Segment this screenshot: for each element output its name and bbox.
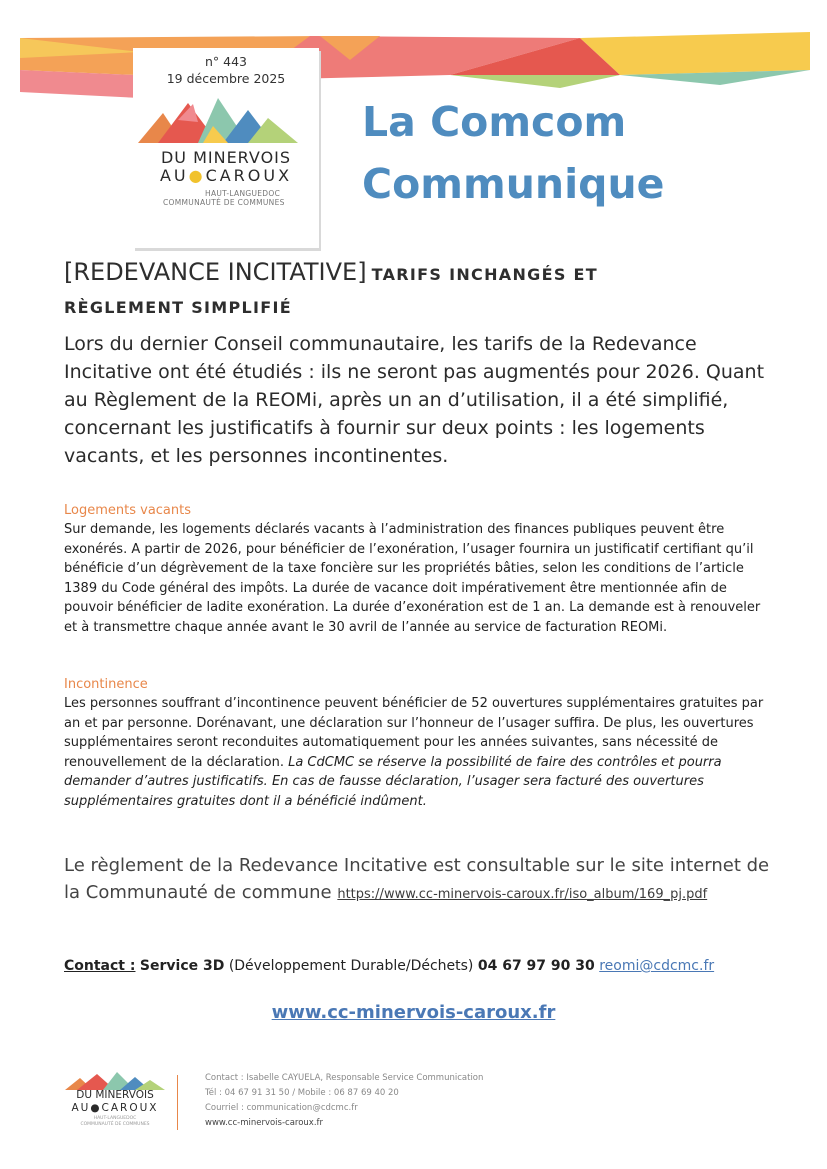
masthead-line1: La Comcom xyxy=(362,98,627,146)
masthead-line2: Communique xyxy=(362,160,665,208)
footer-logo-line1: DU MINERVOIS xyxy=(76,1089,154,1101)
logo-text-line2: AU●CAROUX xyxy=(159,166,293,185)
article-title xyxy=(64,258,784,286)
section-title-logements: Logements vacants xyxy=(64,503,192,518)
contact-service: Service 3D xyxy=(139,958,225,974)
section-body-italic: La CdCMC se réserve la possibilité de faire des contrôles et pourra demander d’autres justificatifs. En cas de fausse déclaration, l’usager sera facturé des ouvertures supplémentaires gratuites dont il a bénéficié indûment. xyxy=(64,754,722,809)
section-title-incontinence: Incontinence xyxy=(64,677,148,692)
issue-number: n° 443 xyxy=(204,54,247,69)
footer-email-line: Courriel : communication@cdcmc.fr xyxy=(205,1103,358,1113)
closing-paragraph: Le règlement de la Redevance Incitative est consultable sur le site internet de la Communauté de commune https://www.cc-minervois-caroux.fr/iso_album/169_pj.pdf xyxy=(64,855,770,903)
contact-email-link[interactable]: reomi@cdcmc.fr xyxy=(599,958,715,974)
mountain-logo-icon xyxy=(138,98,298,143)
footer-logo xyxy=(60,1072,170,1132)
section-body-incontinence: Les personnes souffrant d’incontinence peuvent bénéficier de 52 ouvertures supplémentaires gratuites par an et par personne. Dorénavant, une déclaration sur l’honneur de l’usager suffira. De plus, les ouvertures supplémentaires seront reconduites automatiquement pour les années suivantes, sans nécessité de renouvellement de la déclaration. La CdCMC se réserve la possibilité de faire des contrôles et pourra demander d’autres justificatifs. En cas de fausse déclaration, l’usager sera facturé des ouvertures supplémentaires gratuites dont il a bénéficié indûment. xyxy=(64,696,764,809)
logo-text-line1: DU MINERVOIS xyxy=(160,148,292,167)
contact-line xyxy=(64,958,784,974)
title-rest-line2: RÈGLEMENT SIMPLIFIÉ xyxy=(64,298,293,317)
logo-card xyxy=(133,48,319,248)
section-body-logements: Sur demande, les logements déclarés vacants à l’administration des finances publiques peuvent être exonérés. A partir de 2026, pour bénéficier de l’exonération, l’usager fournira un justificatif certifiant qu’il bénéficie d’un dégrèvement de la taxe foncière sur les propriétés bâties, selon les conditions de l’article 1389 du Code général des impôts. La durée de vacance doit impérativement être mentionnée afin de pouvoir bénéficier de ladite exonération. La durée d’exonération est de 1 an. La demande est à renouveler et à transmettre chaque année avant le 30 avril de l’année au service de facturation REOMi. xyxy=(64,522,761,635)
issue-date: 19 décembre 2025 xyxy=(166,71,286,86)
footer-divider xyxy=(177,1075,178,1130)
title-bracket: [REDEVANCE INCITATIVE] xyxy=(64,258,367,286)
contact-label: Contact : xyxy=(64,958,136,974)
contact-service-detail: (Développement Durable/Déchets) xyxy=(228,958,474,974)
footer-logo-sub1: HAUT-LANGUEDOC xyxy=(93,1116,137,1121)
footer-logo-line2: AU●CAROUX xyxy=(71,1102,159,1114)
title-rest-line1: TARIFS INCHANGÉS ET xyxy=(371,265,598,284)
website-link[interactable]: www.cc-minervois-caroux.fr xyxy=(271,1002,556,1023)
logo-subtitle-2: COMMUNAUTÉ DE COMMUNES xyxy=(163,198,285,207)
footer-phone-line: Tél : 04 67 91 31 50 / Mobile : 06 87 69 40 20 xyxy=(205,1088,399,1098)
logo-subtitle-1: HAUT-LANGUEDOC xyxy=(205,189,281,198)
logo-dot-icon: ● xyxy=(188,166,206,185)
footer-website-line[interactable]: www.cc-minervois-caroux.fr xyxy=(205,1118,324,1128)
footer-contact-line: Contact : Isabelle CAYUELA, Responsable Service Communication xyxy=(205,1073,484,1083)
contact-phone: 04 67 97 90 30 xyxy=(477,958,595,974)
article-intro: Lors du dernier Conseil communautaire, les tarifs de la Redevance Incitative ont été étudiés : ils ne seront pas augmentés pour 2026. Quant au Règlement de la REOMi, après un an d’utilisation, il a été simplifié, concernant les justificatifs à fournir sur deux points : les logements vacants, et les personnes incontinentes. xyxy=(64,333,765,467)
reglement-link[interactable]: https://www.cc-minervois-caroux.fr/iso_album/169_pj.pdf xyxy=(337,887,708,902)
footer-mountain-icon xyxy=(65,1072,165,1090)
footer-logo-sub2: COMMUNAUTÉ DE COMMUNES xyxy=(80,1122,150,1127)
